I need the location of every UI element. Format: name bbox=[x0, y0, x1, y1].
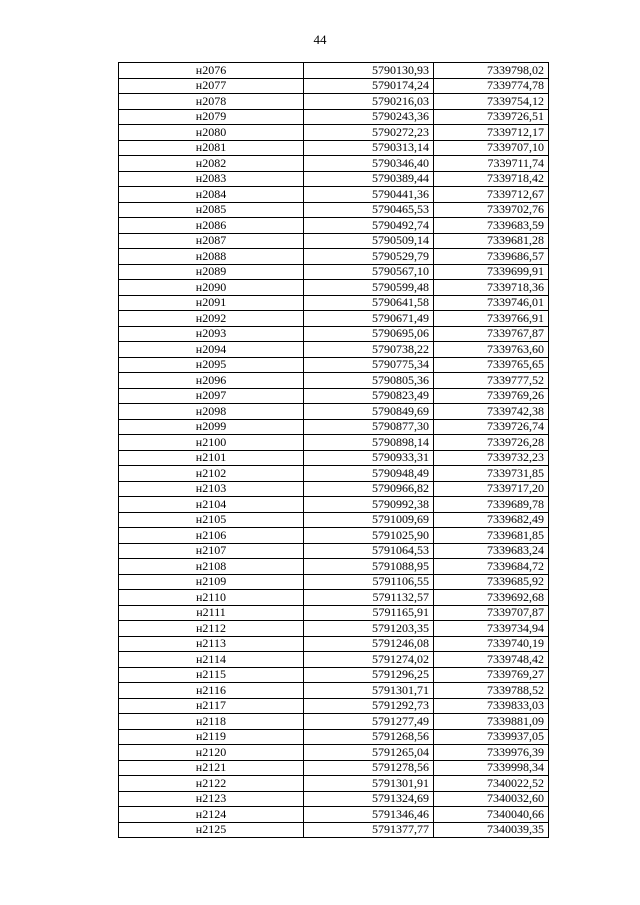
y-coordinate-cell: 7339699,91 bbox=[434, 264, 549, 280]
point-id-cell: н2109 bbox=[119, 574, 304, 590]
point-id-cell: н2114 bbox=[119, 652, 304, 668]
point-id-cell: н2099 bbox=[119, 419, 304, 435]
y-coordinate-cell: 7339937,05 bbox=[434, 729, 549, 745]
y-coordinate-cell: 7339726,51 bbox=[434, 109, 549, 125]
point-id-cell: н2115 bbox=[119, 667, 304, 683]
x-coordinate-cell: 5791106,55 bbox=[304, 574, 434, 590]
x-coordinate-cell: 5790641,58 bbox=[304, 295, 434, 311]
table-row bbox=[119, 559, 549, 575]
y-coordinate-cell: 7339777,52 bbox=[434, 373, 549, 389]
x-coordinate-cell: 5791278,56 bbox=[304, 760, 434, 776]
table-row bbox=[119, 776, 549, 792]
table-row bbox=[119, 249, 549, 265]
point-id-cell: н2091 bbox=[119, 295, 304, 311]
table-row bbox=[119, 419, 549, 435]
y-coordinate-cell: 7339998,34 bbox=[434, 760, 549, 776]
table-row bbox=[119, 280, 549, 296]
x-coordinate-cell: 5791301,91 bbox=[304, 776, 434, 792]
point-id-cell: н2105 bbox=[119, 512, 304, 528]
table-row bbox=[119, 357, 549, 373]
y-coordinate-cell: 7339769,27 bbox=[434, 667, 549, 683]
table-row bbox=[119, 435, 549, 451]
y-coordinate-cell: 7339718,42 bbox=[434, 171, 549, 187]
y-coordinate-cell: 7339763,60 bbox=[434, 342, 549, 358]
table-row bbox=[119, 512, 549, 528]
point-id-cell: н2095 bbox=[119, 357, 304, 373]
table-row bbox=[119, 667, 549, 683]
table-row bbox=[119, 311, 549, 327]
table-row bbox=[119, 109, 549, 125]
table-row bbox=[119, 94, 549, 110]
table-row bbox=[119, 621, 549, 637]
point-id-cell: н2108 bbox=[119, 559, 304, 575]
table-row bbox=[119, 760, 549, 776]
y-coordinate-cell: 7339702,76 bbox=[434, 202, 549, 218]
coordinates-table bbox=[118, 62, 549, 838]
x-coordinate-cell: 5791203,35 bbox=[304, 621, 434, 637]
x-coordinate-cell: 5791009,69 bbox=[304, 512, 434, 528]
table-row bbox=[119, 652, 549, 668]
point-id-cell: н2086 bbox=[119, 218, 304, 234]
x-coordinate-cell: 5791346,46 bbox=[304, 807, 434, 823]
y-coordinate-cell: 7339718,36 bbox=[434, 280, 549, 296]
y-coordinate-cell: 7339707,87 bbox=[434, 605, 549, 621]
x-coordinate-cell: 5790775,34 bbox=[304, 357, 434, 373]
y-coordinate-cell: 7339748,42 bbox=[434, 652, 549, 668]
table-row bbox=[119, 590, 549, 606]
table-row bbox=[119, 481, 549, 497]
x-coordinate-cell: 5790948,49 bbox=[304, 466, 434, 482]
y-coordinate-cell: 7339684,72 bbox=[434, 559, 549, 575]
point-id-cell: н2080 bbox=[119, 125, 304, 141]
point-id-cell: н2120 bbox=[119, 745, 304, 761]
table-row bbox=[119, 636, 549, 652]
x-coordinate-cell: 5790671,49 bbox=[304, 311, 434, 327]
y-coordinate-cell: 7339740,19 bbox=[434, 636, 549, 652]
point-id-cell: н2122 bbox=[119, 776, 304, 792]
point-id-cell: н2121 bbox=[119, 760, 304, 776]
table-row bbox=[119, 714, 549, 730]
y-coordinate-cell: 7339769,26 bbox=[434, 388, 549, 404]
point-id-cell: н2098 bbox=[119, 404, 304, 420]
x-coordinate-cell: 5790174,24 bbox=[304, 78, 434, 94]
coordinates-table-body bbox=[119, 63, 549, 838]
x-coordinate-cell: 5790389,44 bbox=[304, 171, 434, 187]
y-coordinate-cell: 7339765,65 bbox=[434, 357, 549, 373]
x-coordinate-cell: 5791301,71 bbox=[304, 683, 434, 699]
x-coordinate-cell: 5791165,91 bbox=[304, 605, 434, 621]
table-row bbox=[119, 342, 549, 358]
point-id-cell: н2102 bbox=[119, 466, 304, 482]
table-row bbox=[119, 264, 549, 280]
x-coordinate-cell: 5790509,14 bbox=[304, 233, 434, 249]
x-coordinate-cell: 5791088,95 bbox=[304, 559, 434, 575]
y-coordinate-cell: 7339881,09 bbox=[434, 714, 549, 730]
y-coordinate-cell: 7339976,39 bbox=[434, 745, 549, 761]
point-id-cell: н2123 bbox=[119, 791, 304, 807]
point-id-cell: н2084 bbox=[119, 187, 304, 203]
point-id-cell: н2117 bbox=[119, 698, 304, 714]
y-coordinate-cell: 7340039,35 bbox=[434, 822, 549, 838]
point-id-cell: н2118 bbox=[119, 714, 304, 730]
point-id-cell: н2119 bbox=[119, 729, 304, 745]
table-row bbox=[119, 605, 549, 621]
point-id-cell: н2083 bbox=[119, 171, 304, 187]
y-coordinate-cell: 7339731,85 bbox=[434, 466, 549, 482]
point-id-cell: н2112 bbox=[119, 621, 304, 637]
y-coordinate-cell: 7339689,78 bbox=[434, 497, 549, 513]
y-coordinate-cell: 7339686,57 bbox=[434, 249, 549, 265]
point-id-cell: н2111 bbox=[119, 605, 304, 621]
table-row bbox=[119, 791, 549, 807]
y-coordinate-cell: 7339788,52 bbox=[434, 683, 549, 699]
y-coordinate-cell: 7339681,85 bbox=[434, 528, 549, 544]
y-coordinate-cell: 7339746,01 bbox=[434, 295, 549, 311]
x-coordinate-cell: 5790216,03 bbox=[304, 94, 434, 110]
x-coordinate-cell: 5790130,93 bbox=[304, 63, 434, 79]
x-coordinate-cell: 5791132,57 bbox=[304, 590, 434, 606]
y-coordinate-cell: 7339711,74 bbox=[434, 156, 549, 172]
y-coordinate-cell: 7339682,49 bbox=[434, 512, 549, 528]
y-coordinate-cell: 7340022,52 bbox=[434, 776, 549, 792]
table-row bbox=[119, 295, 549, 311]
table-row bbox=[119, 63, 549, 79]
point-id-cell: н2096 bbox=[119, 373, 304, 389]
table-row bbox=[119, 745, 549, 761]
point-id-cell: н2106 bbox=[119, 528, 304, 544]
table-row bbox=[119, 218, 549, 234]
y-coordinate-cell: 7339712,17 bbox=[434, 125, 549, 141]
x-coordinate-cell: 5790898,14 bbox=[304, 435, 434, 451]
x-coordinate-cell: 5791377,77 bbox=[304, 822, 434, 838]
point-id-cell: н2124 bbox=[119, 807, 304, 823]
point-id-cell: н2078 bbox=[119, 94, 304, 110]
table-row bbox=[119, 807, 549, 823]
x-coordinate-cell: 5791324,69 bbox=[304, 791, 434, 807]
x-coordinate-cell: 5791277,49 bbox=[304, 714, 434, 730]
point-id-cell: н2110 bbox=[119, 590, 304, 606]
y-coordinate-cell: 7339683,24 bbox=[434, 543, 549, 559]
y-coordinate-cell: 7339717,20 bbox=[434, 481, 549, 497]
y-coordinate-cell: 7339726,28 bbox=[434, 435, 549, 451]
x-coordinate-cell: 5791274,02 bbox=[304, 652, 434, 668]
x-coordinate-cell: 5791064,53 bbox=[304, 543, 434, 559]
x-coordinate-cell: 5790805,36 bbox=[304, 373, 434, 389]
point-id-cell: н2116 bbox=[119, 683, 304, 699]
point-id-cell: н2090 bbox=[119, 280, 304, 296]
x-coordinate-cell: 5791296,25 bbox=[304, 667, 434, 683]
x-coordinate-cell: 5791268,56 bbox=[304, 729, 434, 745]
y-coordinate-cell: 7339681,28 bbox=[434, 233, 549, 249]
table-row bbox=[119, 187, 549, 203]
x-coordinate-cell: 5790346,40 bbox=[304, 156, 434, 172]
y-coordinate-cell: 7339732,23 bbox=[434, 450, 549, 466]
y-coordinate-cell: 7339798,02 bbox=[434, 63, 549, 79]
y-coordinate-cell: 7339707,10 bbox=[434, 140, 549, 156]
y-coordinate-cell: 7339685,92 bbox=[434, 574, 549, 590]
table-row bbox=[119, 140, 549, 156]
x-coordinate-cell: 5790272,23 bbox=[304, 125, 434, 141]
x-coordinate-cell: 5790243,36 bbox=[304, 109, 434, 125]
x-coordinate-cell: 5790492,74 bbox=[304, 218, 434, 234]
x-coordinate-cell: 5791025,90 bbox=[304, 528, 434, 544]
point-id-cell: н2104 bbox=[119, 497, 304, 513]
table-row bbox=[119, 574, 549, 590]
point-id-cell: н2093 bbox=[119, 326, 304, 342]
point-id-cell: н2092 bbox=[119, 311, 304, 327]
y-coordinate-cell: 7339766,91 bbox=[434, 311, 549, 327]
table-row bbox=[119, 156, 549, 172]
table-row bbox=[119, 125, 549, 141]
x-coordinate-cell: 5790599,48 bbox=[304, 280, 434, 296]
table-row bbox=[119, 326, 549, 342]
point-id-cell: н2081 bbox=[119, 140, 304, 156]
x-coordinate-cell: 5791246,08 bbox=[304, 636, 434, 652]
point-id-cell: н2088 bbox=[119, 249, 304, 265]
table-row bbox=[119, 233, 549, 249]
point-id-cell: н2077 bbox=[119, 78, 304, 94]
x-coordinate-cell: 5790738,22 bbox=[304, 342, 434, 358]
x-coordinate-cell: 5790933,31 bbox=[304, 450, 434, 466]
x-coordinate-cell: 5790695,06 bbox=[304, 326, 434, 342]
table-row bbox=[119, 822, 549, 838]
table-row bbox=[119, 202, 549, 218]
point-id-cell: н2079 bbox=[119, 109, 304, 125]
y-coordinate-cell: 7339754,12 bbox=[434, 94, 549, 110]
point-id-cell: н2113 bbox=[119, 636, 304, 652]
table-row bbox=[119, 683, 549, 699]
table-row bbox=[119, 466, 549, 482]
point-id-cell: н2087 bbox=[119, 233, 304, 249]
point-id-cell: н2107 bbox=[119, 543, 304, 559]
table-row bbox=[119, 729, 549, 745]
x-coordinate-cell: 5790567,10 bbox=[304, 264, 434, 280]
x-coordinate-cell: 5790313,14 bbox=[304, 140, 434, 156]
table-row bbox=[119, 78, 549, 94]
table-row bbox=[119, 450, 549, 466]
table-row bbox=[119, 698, 549, 714]
page-number: 44 bbox=[313, 32, 327, 47]
point-id-cell: н2085 bbox=[119, 202, 304, 218]
table-row bbox=[119, 388, 549, 404]
table-row bbox=[119, 373, 549, 389]
table-row bbox=[119, 543, 549, 559]
x-coordinate-cell: 5791292,73 bbox=[304, 698, 434, 714]
x-coordinate-cell: 5790465,53 bbox=[304, 202, 434, 218]
y-coordinate-cell: 7339712,67 bbox=[434, 187, 549, 203]
point-id-cell: н2100 bbox=[119, 435, 304, 451]
table-row bbox=[119, 497, 549, 513]
table-row bbox=[119, 528, 549, 544]
point-id-cell: н2097 bbox=[119, 388, 304, 404]
y-coordinate-cell: 7339774,78 bbox=[434, 78, 549, 94]
x-coordinate-cell: 5790877,30 bbox=[304, 419, 434, 435]
y-coordinate-cell: 7339692,68 bbox=[434, 590, 549, 606]
y-coordinate-cell: 7339742,38 bbox=[434, 404, 549, 420]
y-coordinate-cell: 7339726,74 bbox=[434, 419, 549, 435]
x-coordinate-cell: 5790992,38 bbox=[304, 497, 434, 513]
table-row bbox=[119, 404, 549, 420]
x-coordinate-cell: 5790529,79 bbox=[304, 249, 434, 265]
x-coordinate-cell: 5790966,82 bbox=[304, 481, 434, 497]
x-coordinate-cell: 5790823,49 bbox=[304, 388, 434, 404]
y-coordinate-cell: 7340040,66 bbox=[434, 807, 549, 823]
point-id-cell: н2094 bbox=[119, 342, 304, 358]
y-coordinate-cell: 7339767,87 bbox=[434, 326, 549, 342]
x-coordinate-cell: 5791265,04 bbox=[304, 745, 434, 761]
y-coordinate-cell: 7339833,03 bbox=[434, 698, 549, 714]
y-coordinate-cell: 7339683,59 bbox=[434, 218, 549, 234]
point-id-cell: н2082 bbox=[119, 156, 304, 172]
table-row bbox=[119, 171, 549, 187]
x-coordinate-cell: 5790849,69 bbox=[304, 404, 434, 420]
point-id-cell: н2089 bbox=[119, 264, 304, 280]
point-id-cell: н2103 bbox=[119, 481, 304, 497]
x-coordinate-cell: 5790441,36 bbox=[304, 187, 434, 203]
point-id-cell: н2125 bbox=[119, 822, 304, 838]
point-id-cell: н2101 bbox=[119, 450, 304, 466]
y-coordinate-cell: 7340032,60 bbox=[434, 791, 549, 807]
point-id-cell: н2076 bbox=[119, 63, 304, 79]
y-coordinate-cell: 7339734,94 bbox=[434, 621, 549, 637]
